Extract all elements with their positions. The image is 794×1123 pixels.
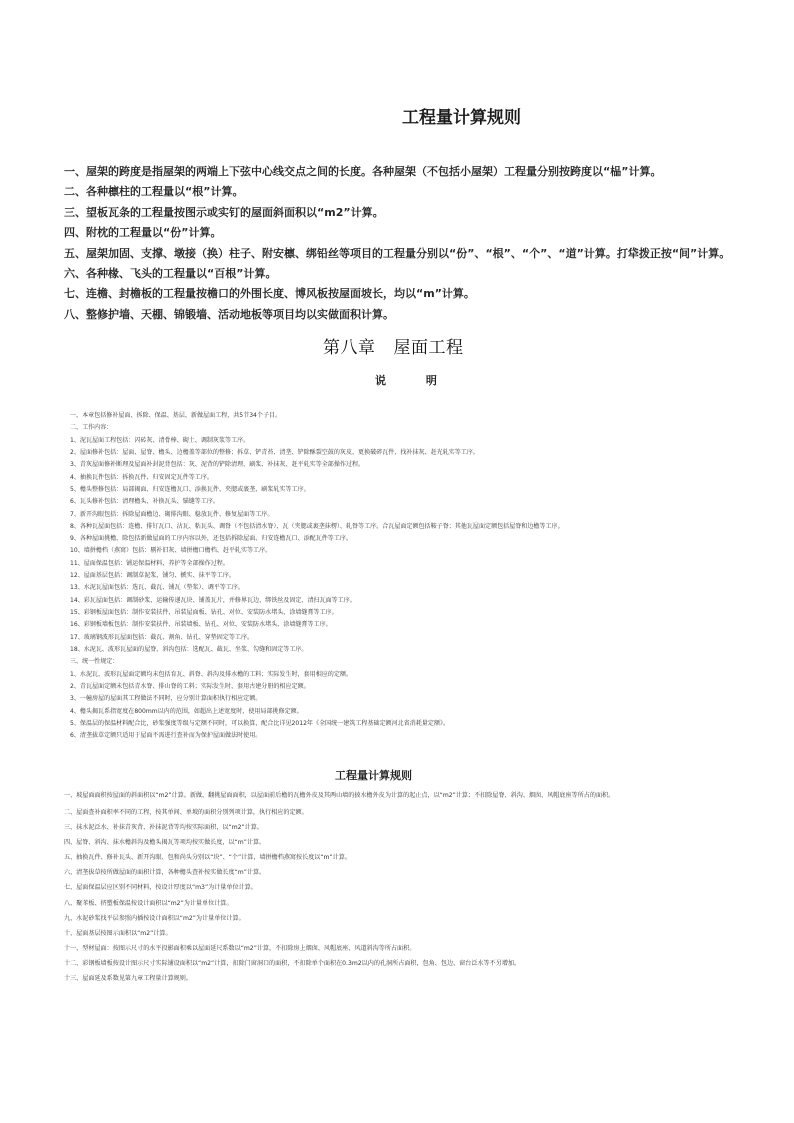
note-line: 16、彩钢板墙板包括：制作安装扶件、吊装墙板、钻孔、对位、安装防水堵头、涂墙缝膏等工序。 <box>70 621 332 629</box>
title-1: 工程量计算规则 <box>402 108 521 128</box>
note-line: 5、保温层的保温材料配合比，砂浆强度等级与定额不同时，可以换算，配合比详见2012年《全国统一建筑工程基础定额河北省消耗量定额》。 <box>70 719 450 727</box>
rules-list-2 <box>64 790 764 986</box>
chapter-heading <box>323 333 464 358</box>
note-line: 6、清垄拔草定额只适用于屋面不需进行查补而为保护屋面做法时使用。 <box>70 732 262 740</box>
top-rule-item: 七、连檐、封檐板的工程量按檐口的外围长度、博风板按屋面坡长，均以“m”计算。 <box>64 287 475 301</box>
note-line: 5、檐头整修包括：局部揭面、归安连檐瓦口、添换瓦件、夹腮或裹垄、刷浆轧实等工序。 <box>70 485 310 493</box>
notes-list <box>70 410 564 742</box>
note-line: 2、屋面修补包括：屋面、屋脊、檐头、边檐盖等部位的整修；拆草、铲青苔、清垄、铲除酥裂空鼓的灰皮、更换破碎瓦件、找补抹灰、赶光轧实等工序。 <box>70 448 479 456</box>
rule-item: 四、屋脊、斜沟、抹水檐斜沟及檐头揭瓦等项均按实做长度，以“m”计算。 <box>64 839 266 847</box>
note-line: 4、檐头揭瓦系指宽度在800mm以内的范围，如超出上述宽度时，使用局部挑修定额。 <box>70 707 303 715</box>
rule-item: 三、抹水泥泛水、补抹青灰背、补抹泥背等均按实际面积，以“m2”计算。 <box>64 824 263 832</box>
top-rule-item: 六、各种椽、飞头的工程量以“百根”计算。 <box>64 267 277 281</box>
top-rule-item: 五、屋架加固、支撑、墩接（换）柱子、附安檩、绑铅丝等项目的工程量分别以“份”、“根”、“个”、“道”计算。打牮拨正按“间”计算。 <box>64 246 731 260</box>
note-line: 一、本章包括修补屋面、拆除、保温、基层、新做屋面工程，共5节34个子目。 <box>70 412 282 419</box>
note-line: 9、各种屋面挑檐，除包括新做屋面的工序内容以外，还包括拆除屋面、归安连檐瓦口、添配瓦件等工序。 <box>70 535 352 543</box>
top-rule-item: 四、附枕的工程量以“份”计算。 <box>64 226 222 240</box>
note-line: 二、工作内容： <box>70 424 113 432</box>
note-line: 3、一幢房屋的屋面其工程做法不同时，应分别计算面积执行相应定额。 <box>70 695 262 703</box>
top-rule-item: 二、各种檩柱的工程量以“根”计算。 <box>64 185 244 199</box>
note-line: 14、彩瓦屋面包括：调制砂浆、运输传递瓦块、铺盖瓦片，并修界瓦边、绑铁丝及固定、清扫瓦面等工序。 <box>70 596 356 604</box>
note-line: 15、彩钢板屋面包括：制作安装扶件、吊装屋面板、钻孔、对位、安装防水堵头、涂墙缝膏等工序。 <box>70 609 338 616</box>
note-line: 4、抽换瓦件包括：拆换瓦件、归安固定瓦件等工序。 <box>70 473 213 481</box>
note-line: 17、玻璃钢波形瓦屋面包括：截瓦、割角、钻孔、穿垫固定等工序。 <box>70 633 254 641</box>
rule-item: 五、抽换瓦件、修补瓦头、新开沟眼、包和尚头分别以“块”、“个”计算，墙拼檐档燕窝按长度以“m”计算。 <box>64 854 351 862</box>
rule-item: 六、清垄拔草按所做屋面的面积计算，各种檐头查补按实做长度“m”计算。 <box>64 869 266 877</box>
note-line: 11、屋面保温包括：铺运保温材料、养护等全部操作过程。 <box>70 559 229 567</box>
note-line: 13、水泥瓦屋面包括：选瓦、截瓦、铺瓦（垫浆）、调平等工序。 <box>70 584 244 592</box>
top-rule-item: 一、屋架的跨度是指屋架的两端上下弦中心线交点之间的长度。各种屋架（不包括小屋架）工程量分别按跨度以“榀”计算。 <box>64 165 662 178</box>
note-line: 1、水泥瓦、波形瓦屋面定额均未包括育瓦、斜脊、斜沟及排水檐的工料；实际发生时，套用相应的定额。 <box>70 670 352 678</box>
note-line: 7、新开沟眼包括：拆除屋面檐边、砌排沟眼、稳放瓦件、修复屋面等工序。 <box>70 510 274 518</box>
note-line: 12、屋面基层包括：调制草泥浆、铺匀、搋实、抹平等工序。 <box>70 572 235 580</box>
note-line: 6、瓦头修补包括：清理檐头、补换瓦头、锚缝等工序。 <box>70 498 219 506</box>
rule-item: 一、坡屋面面积按屋面的斜面积以“m2”计算。新做、翻挑屋面面积，以屋面前后檐的瓦檐外皮及其两山墙的披水檐外皮为计算的起止点，以“m2”计算；不扣除屋脊、斜沟、烟囱、风帽底座等所占的面积。 <box>64 792 615 799</box>
rule-item: 十三、屋面延及系数见第九章工程量计算规则。 <box>64 975 192 983</box>
rule-item: 七、屋面保温层应区别不同材料，按设计厚度以“m3”为计量单位计算。 <box>64 884 257 892</box>
note-line: 8、各种瓦屋面包括：连檐、排钉瓦口、沾瓦、粘瓦头、调脊（不包括清水脊）、瓦（夹腮或裹垄抹楞）、轧脊等工序。合瓦屋面定额包括鞍子脊；其他瓦屋面定额包括屋脊和边檐等工序。 <box>70 522 564 530</box>
rule-item: 十二、彩钢板墙板按设计图示尺寸实际铺设面积以“m2”计算，扣除门窗洞口的面积，不扣除单个面积在0.3m2以内的孔洞所占面积，包角、包边、窗台泛水等不另增加。 <box>64 959 521 967</box>
top-rule-item: 三、望板瓦条的工程量按图示或实钉的屋面斜面积以“m2”计算。 <box>64 205 384 219</box>
note-line: 2、青瓦屋面定额未包括青水脊、排山脊的工料；实际发生时，套用古建分册的相应定额。 <box>70 682 310 690</box>
rule-item: 九、水泥砂浆找平层参照内插按设计面积以“m2”为计量单位计算。 <box>64 914 245 922</box>
note-line: 10、墙拼檐档（燕窝）包括：剔补旧灰、墙拼檐口檐档、赶平轧实等工序。 <box>70 547 272 555</box>
section-title-notes: 说 明 <box>375 374 455 387</box>
note-line: 18、水泥瓦、波形瓦屋面的屋脊、斜沟包括：选配瓦、截瓦、坐浆、勾缝和固定等工序。 <box>70 645 308 653</box>
note-line: 三、统一性规定： <box>70 658 119 666</box>
title-2: 工程量计算规则 <box>335 769 412 782</box>
rule-item: 二、屋面查补面积率不同的工程，按其单间、单坡的面积分别列项计算，执行相应的定额。 <box>64 809 308 816</box>
note-line: 3、青灰屋面修补断理及屋面补封泥背包括：灰、泥背的铲除清理、刷浆、补抹灰、赶平轧实等全部操作过程。 <box>70 461 365 469</box>
top-rules-list <box>64 162 730 325</box>
rule-item: 十一、型材屋面：按图示尺寸的水平投影面积乘以屋面延尺系数以“m2”计算，不扣除房上烟囱、风帽底座、风道斜沟等所占面积。 <box>64 944 416 952</box>
note-line: 1、泥瓦屋面工程包括：闪砖灰、清骨棒、砌土、调制灰浆等工序。 <box>70 436 250 444</box>
chapter-number: 第八章 <box>323 338 376 358</box>
top-rule-item: 八、整修护墙、天棚、锦锻墙、活动地板等项目均以实做面积计算。 <box>64 307 394 321</box>
chapter-name: 屋面工程 <box>393 338 464 358</box>
rule-item: 十、屋面基层按图示面积以“m2”计算。 <box>64 929 172 937</box>
rule-item: 八、聚苯板、挤塑板保温按设计面积以“m2”为计量单位计算。 <box>64 899 233 907</box>
